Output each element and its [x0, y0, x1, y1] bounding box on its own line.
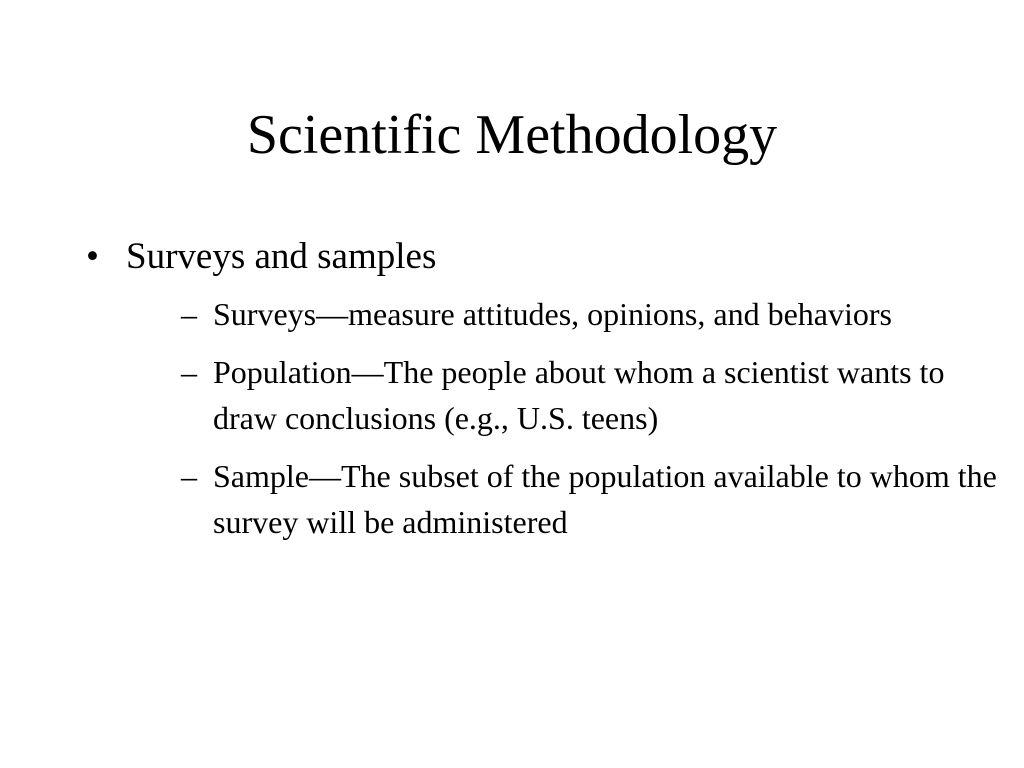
sub-bullet-marker: – [181, 458, 197, 494]
sub-bullet-text: Population—The people about whom a scientist wants to draw conclusions (e.g., U.S. teens) [213, 354, 945, 436]
sub-bullet-marker: – [181, 354, 197, 390]
slide-title: Scientific Methodology [246, 104, 778, 166]
sub-bullet-item [126, 453, 1003, 545]
sub-bullet-text: Sample—The subset of the population available to whom the survey will be administered [213, 458, 997, 540]
sub-bullet-item [126, 291, 1003, 337]
bullet-item [84, 233, 997, 545]
bullet-marker: • [86, 236, 99, 277]
sub-bullet-text: Surveys—measure attitudes, opinions, and behaviors [213, 296, 892, 332]
sub-bullet-marker: – [181, 296, 197, 332]
sub-bullet-item [126, 349, 1003, 441]
bullet-text: Surveys and samples [126, 236, 437, 277]
sub-bullet-list [126, 291, 997, 545]
bullet-list [84, 233, 997, 557]
